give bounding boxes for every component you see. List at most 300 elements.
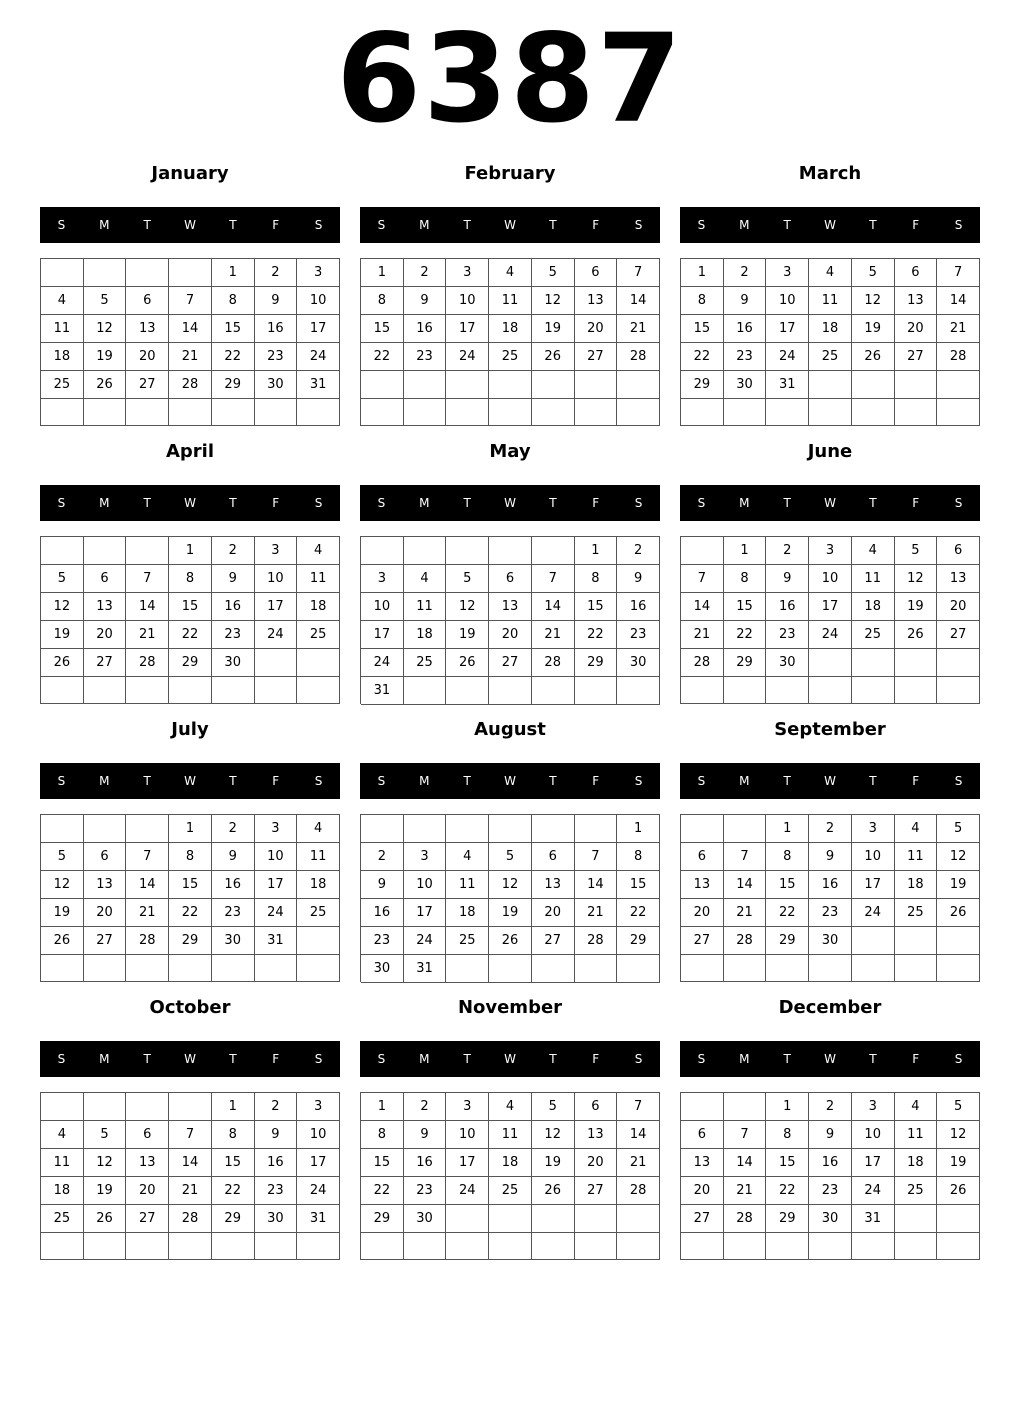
day-cell[interactable]: 12 [489,871,532,899]
day-cell[interactable]: 21 [532,621,575,649]
day-cell[interactable]: 28 [617,1177,660,1205]
day-cell[interactable]: 17 [852,871,895,899]
day-cell[interactable]: 10 [809,565,852,593]
day-cell[interactable]: 8 [766,843,809,871]
day-cell[interactable]: 21 [937,315,980,343]
day-cell[interactable]: 20 [937,593,980,621]
day-cell[interactable]: 24 [255,899,298,927]
day-cell[interactable]: 7 [126,565,169,593]
day-cell[interactable]: 16 [361,899,404,927]
day-cell[interactable]: 29 [575,649,618,677]
day-cell[interactable]: 19 [446,621,489,649]
day-cell[interactable]: 29 [766,927,809,955]
day-cell[interactable]: 28 [724,927,767,955]
day-cell[interactable]: 8 [169,843,212,871]
day-cell[interactable]: 24 [446,1177,489,1205]
day-cell[interactable]: 11 [297,843,340,871]
day-cell[interactable]: 18 [41,1177,84,1205]
day-cell[interactable]: 30 [212,927,255,955]
day-cell[interactable]: 7 [681,565,724,593]
day-cell[interactable]: 9 [809,1121,852,1149]
day-cell[interactable]: 8 [212,1121,255,1149]
day-cell[interactable]: 28 [126,927,169,955]
day-cell[interactable]: 27 [532,927,575,955]
day-cell[interactable]: 20 [681,899,724,927]
day-cell[interactable]: 6 [532,843,575,871]
day-cell[interactable]: 17 [297,315,340,343]
day-cell[interactable]: 7 [724,843,767,871]
day-cell[interactable]: 26 [84,371,127,399]
day-cell[interactable]: 4 [489,1093,532,1121]
day-cell[interactable]: 10 [446,287,489,315]
day-cell[interactable]: 8 [361,1121,404,1149]
day-cell[interactable]: 27 [489,649,532,677]
day-cell[interactable]: 1 [212,1093,255,1121]
day-cell[interactable]: 3 [404,843,447,871]
day-cell[interactable]: 30 [766,649,809,677]
day-cell[interactable]: 8 [575,565,618,593]
day-cell[interactable]: 14 [617,1121,660,1149]
day-cell[interactable]: 16 [404,1149,447,1177]
day-cell[interactable]: 11 [446,871,489,899]
day-cell[interactable]: 7 [617,1093,660,1121]
day-cell[interactable]: 3 [809,537,852,565]
day-cell[interactable]: 18 [809,315,852,343]
day-cell[interactable]: 26 [446,649,489,677]
day-cell[interactable]: 23 [617,621,660,649]
day-cell[interactable]: 12 [41,871,84,899]
day-cell[interactable]: 31 [404,955,447,983]
day-cell[interactable]: 14 [681,593,724,621]
day-cell[interactable]: 6 [489,565,532,593]
day-cell[interactable]: 27 [84,649,127,677]
day-cell[interactable]: 12 [84,1149,127,1177]
day-cell[interactable]: 11 [809,287,852,315]
day-cell[interactable]: 23 [724,343,767,371]
day-cell[interactable]: 15 [681,315,724,343]
day-cell[interactable]: 2 [255,1093,298,1121]
day-cell[interactable]: 15 [766,1149,809,1177]
day-cell[interactable]: 25 [489,343,532,371]
day-cell[interactable]: 21 [169,1177,212,1205]
day-cell[interactable]: 9 [404,1121,447,1149]
day-cell[interactable]: 9 [617,565,660,593]
day-cell[interactable]: 17 [255,871,298,899]
day-cell[interactable]: 2 [255,259,298,287]
day-cell[interactable]: 4 [297,537,340,565]
day-cell[interactable]: 1 [617,815,660,843]
day-cell[interactable]: 7 [937,259,980,287]
day-cell[interactable]: 16 [809,871,852,899]
day-cell[interactable]: 28 [617,343,660,371]
day-cell[interactable]: 6 [681,843,724,871]
day-cell[interactable]: 25 [895,1177,938,1205]
day-cell[interactable]: 1 [681,259,724,287]
day-cell[interactable]: 8 [766,1121,809,1149]
day-cell[interactable]: 19 [84,343,127,371]
day-cell[interactable]: 25 [446,927,489,955]
day-cell[interactable]: 4 [297,815,340,843]
day-cell[interactable]: 9 [766,565,809,593]
day-cell[interactable]: 17 [297,1149,340,1177]
day-cell[interactable]: 21 [724,1177,767,1205]
day-cell[interactable]: 8 [724,565,767,593]
day-cell[interactable]: 22 [766,1177,809,1205]
day-cell[interactable]: 27 [575,1177,618,1205]
day-cell[interactable]: 20 [489,621,532,649]
day-cell[interactable]: 30 [617,649,660,677]
day-cell[interactable]: 12 [852,287,895,315]
day-cell[interactable]: 25 [809,343,852,371]
day-cell[interactable]: 21 [126,899,169,927]
day-cell[interactable]: 3 [255,815,298,843]
day-cell[interactable]: 21 [575,899,618,927]
day-cell[interactable]: 15 [212,1149,255,1177]
day-cell[interactable]: 13 [895,287,938,315]
day-cell[interactable]: 13 [532,871,575,899]
day-cell[interactable]: 12 [895,565,938,593]
day-cell[interactable]: 2 [809,1093,852,1121]
day-cell[interactable]: 10 [404,871,447,899]
day-cell[interactable]: 15 [212,315,255,343]
day-cell[interactable]: 21 [126,621,169,649]
day-cell[interactable]: 10 [446,1121,489,1149]
day-cell[interactable]: 12 [446,593,489,621]
day-cell[interactable]: 1 [169,815,212,843]
day-cell[interactable]: 4 [895,1093,938,1121]
day-cell[interactable]: 4 [41,1121,84,1149]
day-cell[interactable]: 10 [852,1121,895,1149]
day-cell[interactable]: 27 [575,343,618,371]
day-cell[interactable]: 29 [169,927,212,955]
day-cell[interactable]: 23 [809,899,852,927]
day-cell[interactable]: 3 [361,565,404,593]
day-cell[interactable]: 28 [126,649,169,677]
day-cell[interactable]: 17 [361,621,404,649]
day-cell[interactable]: 16 [212,871,255,899]
day-cell[interactable]: 6 [84,843,127,871]
day-cell[interactable]: 22 [169,621,212,649]
day-cell[interactable]: 21 [724,899,767,927]
day-cell[interactable]: 21 [681,621,724,649]
day-cell[interactable]: 27 [126,1205,169,1233]
day-cell[interactable]: 18 [41,343,84,371]
day-cell[interactable]: 6 [126,1121,169,1149]
day-cell[interactable]: 1 [575,537,618,565]
day-cell[interactable]: 15 [575,593,618,621]
day-cell[interactable]: 6 [937,537,980,565]
day-cell[interactable]: 7 [575,843,618,871]
day-cell[interactable]: 5 [937,815,980,843]
day-cell[interactable]: 14 [532,593,575,621]
day-cell[interactable]: 5 [937,1093,980,1121]
day-cell[interactable]: 30 [255,1205,298,1233]
day-cell[interactable]: 25 [489,1177,532,1205]
day-cell[interactable]: 13 [575,1121,618,1149]
day-cell[interactable]: 18 [852,593,895,621]
day-cell[interactable]: 17 [255,593,298,621]
day-cell[interactable]: 5 [41,843,84,871]
day-cell[interactable]: 11 [41,1149,84,1177]
day-cell[interactable]: 2 [404,259,447,287]
day-cell[interactable]: 12 [937,843,980,871]
day-cell[interactable]: 31 [766,371,809,399]
day-cell[interactable]: 28 [681,649,724,677]
day-cell[interactable]: 5 [532,259,575,287]
day-cell[interactable]: 28 [724,1205,767,1233]
day-cell[interactable]: 5 [41,565,84,593]
day-cell[interactable]: 23 [255,343,298,371]
day-cell[interactable]: 12 [937,1121,980,1149]
day-cell[interactable]: 3 [766,259,809,287]
day-cell[interactable]: 1 [766,815,809,843]
day-cell[interactable]: 31 [852,1205,895,1233]
day-cell[interactable]: 26 [937,1177,980,1205]
day-cell[interactable]: 26 [41,649,84,677]
day-cell[interactable]: 29 [724,649,767,677]
day-cell[interactable]: 2 [212,815,255,843]
day-cell[interactable]: 11 [489,287,532,315]
day-cell[interactable]: 3 [852,1093,895,1121]
day-cell[interactable]: 12 [41,593,84,621]
day-cell[interactable]: 24 [809,621,852,649]
day-cell[interactable]: 3 [297,259,340,287]
day-cell[interactable]: 25 [41,1205,84,1233]
day-cell[interactable]: 15 [361,1149,404,1177]
day-cell[interactable]: 20 [575,1149,618,1177]
day-cell[interactable]: 19 [41,621,84,649]
day-cell[interactable]: 2 [809,815,852,843]
day-cell[interactable]: 16 [404,315,447,343]
day-cell[interactable]: 23 [255,1177,298,1205]
day-cell[interactable]: 1 [766,1093,809,1121]
day-cell[interactable]: 19 [489,899,532,927]
day-cell[interactable]: 26 [852,343,895,371]
day-cell[interactable]: 1 [169,537,212,565]
day-cell[interactable]: 28 [169,1205,212,1233]
day-cell[interactable]: 14 [575,871,618,899]
day-cell[interactable]: 20 [126,343,169,371]
day-cell[interactable]: 28 [169,371,212,399]
day-cell[interactable]: 13 [681,1149,724,1177]
day-cell[interactable]: 9 [724,287,767,315]
day-cell[interactable]: 3 [255,537,298,565]
day-cell[interactable]: 24 [446,343,489,371]
day-cell[interactable]: 31 [255,927,298,955]
day-cell[interactable]: 9 [361,871,404,899]
day-cell[interactable]: 6 [84,565,127,593]
day-cell[interactable]: 14 [724,1149,767,1177]
day-cell[interactable]: 1 [724,537,767,565]
day-cell[interactable]: 6 [575,1093,618,1121]
day-cell[interactable]: 2 [361,843,404,871]
day-cell[interactable]: 29 [681,371,724,399]
day-cell[interactable]: 27 [681,1205,724,1233]
day-cell[interactable]: 26 [532,343,575,371]
day-cell[interactable]: 4 [809,259,852,287]
day-cell[interactable]: 27 [681,927,724,955]
day-cell[interactable]: 20 [84,621,127,649]
day-cell[interactable]: 16 [212,593,255,621]
day-cell[interactable]: 14 [937,287,980,315]
day-cell[interactable]: 30 [404,1205,447,1233]
day-cell[interactable]: 18 [297,871,340,899]
day-cell[interactable]: 18 [895,871,938,899]
day-cell[interactable]: 19 [532,315,575,343]
day-cell[interactable]: 27 [895,343,938,371]
day-cell[interactable]: 7 [617,259,660,287]
day-cell[interactable]: 16 [809,1149,852,1177]
day-cell[interactable]: 15 [617,871,660,899]
day-cell[interactable]: 5 [489,843,532,871]
day-cell[interactable]: 3 [852,815,895,843]
day-cell[interactable]: 12 [532,1121,575,1149]
day-cell[interactable]: 30 [809,927,852,955]
day-cell[interactable]: 16 [766,593,809,621]
day-cell[interactable]: 20 [532,899,575,927]
day-cell[interactable]: 9 [212,843,255,871]
day-cell[interactable]: 9 [212,565,255,593]
day-cell[interactable]: 30 [724,371,767,399]
day-cell[interactable]: 19 [41,899,84,927]
day-cell[interactable]: 25 [895,899,938,927]
day-cell[interactable]: 20 [126,1177,169,1205]
day-cell[interactable]: 22 [169,899,212,927]
day-cell[interactable]: 18 [446,899,489,927]
day-cell[interactable]: 10 [255,565,298,593]
day-cell[interactable]: 4 [41,287,84,315]
day-cell[interactable]: 11 [404,593,447,621]
day-cell[interactable]: 18 [297,593,340,621]
day-cell[interactable]: 23 [361,927,404,955]
day-cell[interactable]: 24 [361,649,404,677]
day-cell[interactable]: 4 [446,843,489,871]
day-cell[interactable]: 9 [404,287,447,315]
day-cell[interactable]: 7 [169,287,212,315]
day-cell[interactable]: 28 [532,649,575,677]
day-cell[interactable]: 23 [212,621,255,649]
day-cell[interactable]: 12 [532,287,575,315]
day-cell[interactable]: 26 [84,1205,127,1233]
day-cell[interactable]: 26 [895,621,938,649]
day-cell[interactable]: 20 [895,315,938,343]
day-cell[interactable]: 13 [489,593,532,621]
day-cell[interactable]: 28 [937,343,980,371]
day-cell[interactable]: 22 [681,343,724,371]
day-cell[interactable]: 22 [361,343,404,371]
day-cell[interactable]: 4 [895,815,938,843]
day-cell[interactable]: 11 [852,565,895,593]
day-cell[interactable]: 27 [937,621,980,649]
day-cell[interactable]: 23 [766,621,809,649]
day-cell[interactable]: 19 [852,315,895,343]
day-cell[interactable]: 17 [809,593,852,621]
day-cell[interactable]: 4 [404,565,447,593]
day-cell[interactable]: 30 [361,955,404,983]
day-cell[interactable]: 25 [852,621,895,649]
day-cell[interactable]: 6 [895,259,938,287]
day-cell[interactable]: 11 [895,1121,938,1149]
day-cell[interactable]: 13 [126,1149,169,1177]
day-cell[interactable]: 11 [297,565,340,593]
day-cell[interactable]: 29 [169,649,212,677]
day-cell[interactable]: 25 [404,649,447,677]
day-cell[interactable]: 14 [169,315,212,343]
day-cell[interactable]: 10 [255,843,298,871]
day-cell[interactable]: 3 [446,259,489,287]
day-cell[interactable]: 13 [84,593,127,621]
day-cell[interactable]: 7 [126,843,169,871]
day-cell[interactable]: 1 [361,1093,404,1121]
day-cell[interactable]: 19 [937,871,980,899]
day-cell[interactable]: 8 [617,843,660,871]
day-cell[interactable]: 24 [852,1177,895,1205]
day-cell[interactable]: 3 [297,1093,340,1121]
day-cell[interactable]: 31 [297,371,340,399]
day-cell[interactable]: 22 [361,1177,404,1205]
day-cell[interactable]: 5 [532,1093,575,1121]
day-cell[interactable]: 9 [255,287,298,315]
day-cell[interactable]: 22 [212,1177,255,1205]
day-cell[interactable]: 21 [617,1149,660,1177]
day-cell[interactable]: 6 [126,287,169,315]
day-cell[interactable]: 13 [937,565,980,593]
day-cell[interactable]: 16 [255,1149,298,1177]
day-cell[interactable]: 14 [617,287,660,315]
day-cell[interactable]: 8 [212,287,255,315]
day-cell[interactable]: 14 [169,1149,212,1177]
day-cell[interactable]: 29 [766,1205,809,1233]
day-cell[interactable]: 10 [297,1121,340,1149]
day-cell[interactable]: 24 [297,1177,340,1205]
day-cell[interactable]: 29 [212,371,255,399]
day-cell[interactable]: 24 [766,343,809,371]
day-cell[interactable]: 11 [489,1121,532,1149]
day-cell[interactable]: 16 [617,593,660,621]
day-cell[interactable]: 17 [404,899,447,927]
day-cell[interactable]: 5 [852,259,895,287]
day-cell[interactable]: 6 [575,259,618,287]
day-cell[interactable]: 21 [617,315,660,343]
day-cell[interactable]: 31 [361,677,404,705]
day-cell[interactable]: 29 [617,927,660,955]
day-cell[interactable]: 9 [809,843,852,871]
day-cell[interactable]: 22 [212,343,255,371]
day-cell[interactable]: 15 [361,315,404,343]
day-cell[interactable]: 16 [724,315,767,343]
day-cell[interactable]: 4 [852,537,895,565]
day-cell[interactable]: 8 [681,287,724,315]
day-cell[interactable]: 2 [766,537,809,565]
day-cell[interactable]: 25 [297,899,340,927]
day-cell[interactable]: 15 [724,593,767,621]
day-cell[interactable]: 26 [937,899,980,927]
day-cell[interactable]: 14 [724,871,767,899]
day-cell[interactable]: 26 [489,927,532,955]
day-cell[interactable]: 4 [489,259,532,287]
day-cell[interactable]: 19 [532,1149,575,1177]
day-cell[interactable]: 30 [255,371,298,399]
day-cell[interactable]: 18 [895,1149,938,1177]
day-cell[interactable]: 5 [895,537,938,565]
day-cell[interactable]: 19 [895,593,938,621]
day-cell[interactable]: 30 [809,1205,852,1233]
day-cell[interactable]: 24 [404,927,447,955]
day-cell[interactable]: 16 [255,315,298,343]
day-cell[interactable]: 24 [297,343,340,371]
day-cell[interactable]: 22 [575,621,618,649]
day-cell[interactable]: 20 [575,315,618,343]
